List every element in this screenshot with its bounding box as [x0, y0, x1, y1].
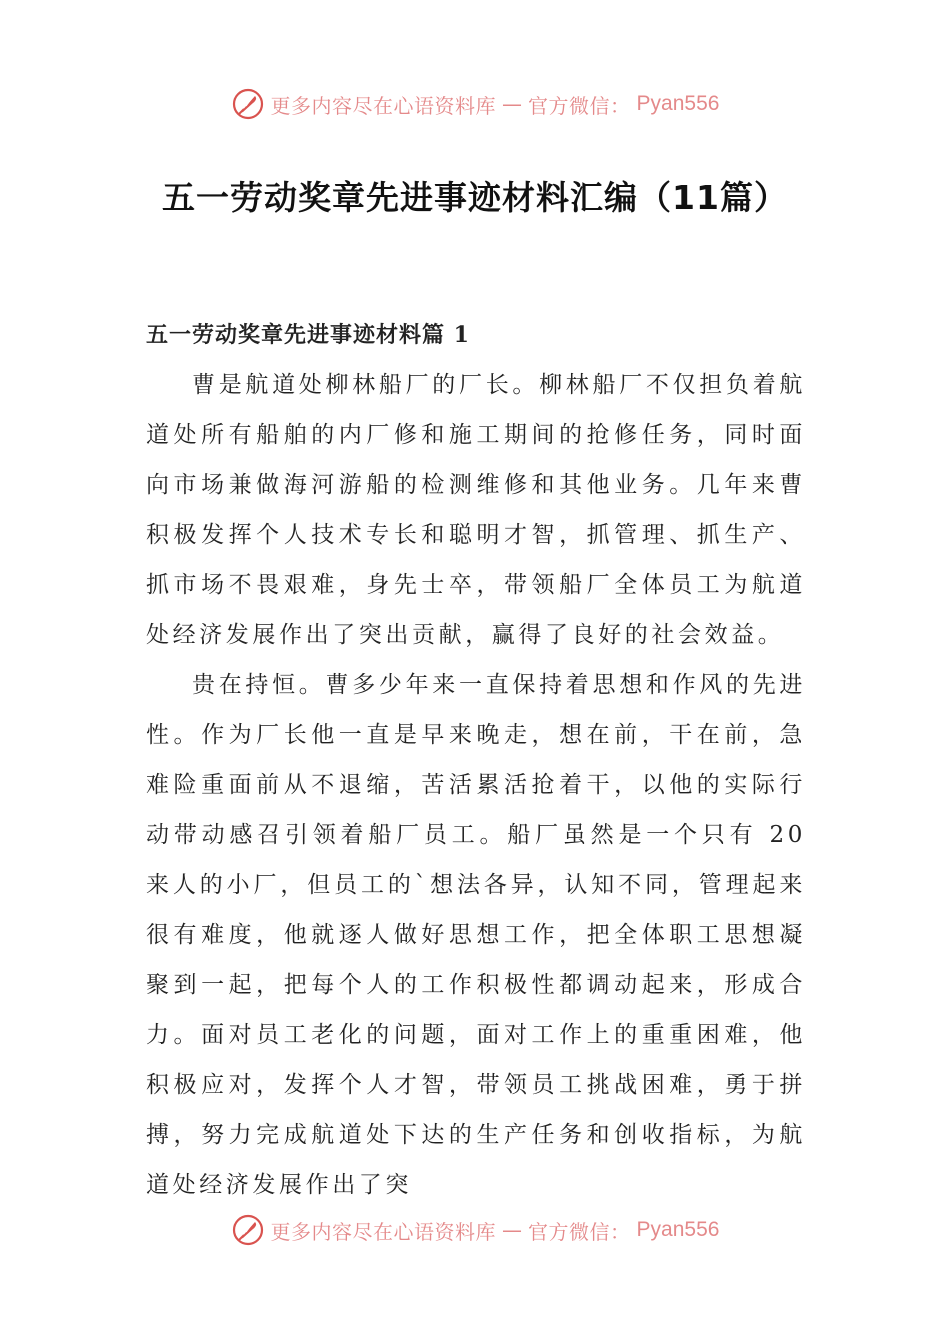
- document-body: [146, 360, 806, 1210]
- quill-logo-icon: [231, 87, 265, 121]
- watermark-id: Pyan556: [636, 92, 720, 115]
- header-watermark: [0, 84, 950, 124]
- section-heading: 五一劳动奖章先进事迹材料篇 1: [146, 322, 470, 348]
- watermark-id: Pyan556: [636, 1218, 720, 1241]
- watermark-text: 更多内容尽在心语资料库: [270, 1219, 497, 1244]
- watermark-label: 官方微信：: [528, 1219, 631, 1244]
- document-title: 五一劳动奖章先进事迹材料汇编（11篇）: [162, 178, 788, 217]
- paragraph-2: 贵在持恒。曹多少年来一直保持着思想和作风的先进性。作为厂长他一直是早来晚走，想在前，干在前，急难险重面前从不退缩，苦活累活抢着干，以他的实际行动带动感召引领着船厂员工。船厂虽然是一个只有 20 来人的小厂，但员工的`想法各异，认知不同，管理起来很有难度，他就逐人做好思想工作，把全体职工思想凝聚到一起，把每个人的工作积极性都调动起来，形成合力。面对员工老化的问题，面对工作上的重重困难，他积极应对，发挥个人才智，带领员工挑战困难，勇于拼搏，努力完成航道处下达的生产任务和创收指标，为航道处经济发展作出了突: [146, 672, 806, 1198]
- quill-logo-icon: [231, 1213, 265, 1247]
- watermark-dash: —: [502, 1218, 523, 1242]
- footer-watermark: [0, 1210, 950, 1250]
- paragraph-1: 曹是航道处柳林船厂的厂长。柳林船厂不仅担负着航道处所有船舶的内厂修和施工期间的抢修任务，同时面向市场兼做海河游船的检测维修和其他业务。几年来曹积极发挥个人技术专长和聪明才智，抓管理、抓生产、抓市场不畏艰难，身先士卒，带领船厂全体员工为航道处经济发展作出了突出贡献，赢得了良好的社会效益。: [146, 372, 806, 648]
- watermark-text: 更多内容尽在心语资料库: [270, 93, 497, 118]
- watermark-label: 官方微信：: [528, 93, 631, 118]
- watermark-dash: —: [502, 92, 523, 116]
